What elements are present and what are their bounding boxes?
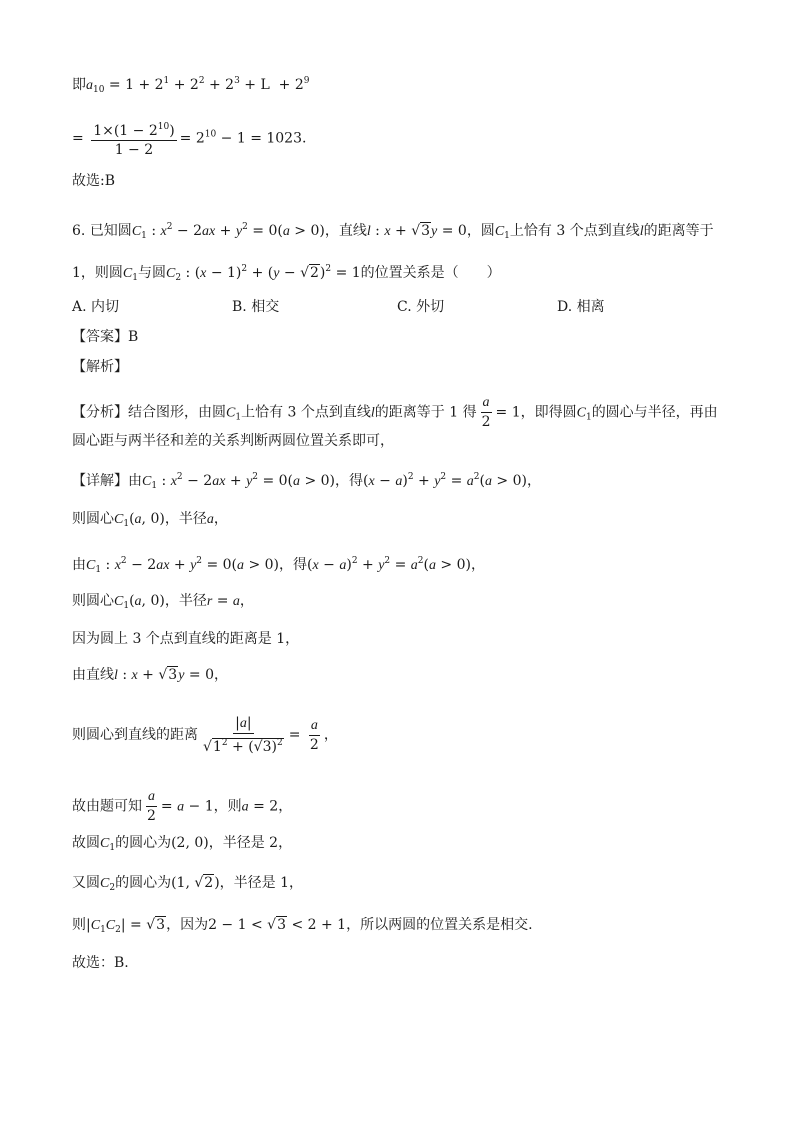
detail-line6: 由直线l : x + √3y = 0， [72,667,228,683]
option-c: C. 外切 [397,299,445,315]
answer-value: B [128,329,139,345]
prev-sum-result: = $\frac{1\times(1 - 2^{10})}{1 - 2}$ = $2^{10} - 1 = 1023$. [72,118,306,159]
detail-line9: 故圆$C_1$的圆心为(2, 0)，半径是 2， [72,835,293,853]
detail-line5: 因为圆上 3 个点到直线的距离是 1， [72,631,300,647]
fenxi-line2: 圆心距与两半径和差的关系判断两圆位置关系即可， [72,433,394,449]
answer-line [72,326,138,348]
detail-line11: 则$|C_1C_2| = √3$，因为2 − 1 < √3 < 2 + 1，所以两圆的位置关系是相交. [72,917,533,935]
detail-line8: 故由题可知 $\frac{a}{2}$ = a − 1，则a = 2， [72,789,293,824]
detail-line10: 又圆$C_2$的圆心为(1, √2)，半径是 1， [72,875,304,893]
detail-line1: 【详解】由$C_1$ : $x^2 - 2ax + y^2 = 0(a > 0)$，得$(x - a)^2 + y^2 = a^2(a > 0)$， [72,472,541,491]
question-6-stem-line1: 6. 已知圆$C_1$ : $x^2 - 2ax + y^2 = 0(a > 0)$，直线l : x + √3y = 0，圆$C_1$上恰有 3 个点到直线l的距离等于 [72,222,714,241]
analysis-tag: 【解析】 [72,359,128,375]
detail-line3: 由$C_1$ : $x^2 - 2ax + y^2 = 0(a > 0)$，得$(x - a)^2 + y^2 = a^2(a > 0)$， [72,556,485,575]
prev-answer: 故选:B [72,173,116,189]
option-b: B. 相交 [232,299,280,315]
detail-line4: 则圆心$C_1(a$, 0)，半径r = a， [72,593,254,611]
answer-tag: 【答案】 [72,329,128,345]
detail-line7: 则圆心到直线的距离 $\frac{|a|}{√1^2 + (√3)^2}$ = $\frac{a}{2}$ ， [72,715,338,755]
fenxi-line1: 【分析】结合图形，由圆$C_1$上恰有 3 个点到直线l的距离等于 1 得 $\frac{a}{2}$ = 1，即得圆$C_1$的圆心与半径，再由 [72,395,718,430]
question-6-stem-line2: 1，则圆$C_1$与圆$C_2$ : $(x - 1)^2 + (y - √2)^2 = 1$的位置关系是（ ） [72,264,501,283]
option-d: D. 相离 [557,299,605,315]
detail-final: 故选：B. [72,955,129,971]
prev-sum-line: 即$a_{10} = 1 + 2^1 + 2^2 + 2^3 + L + 2^9$ [72,76,310,95]
detail-line2: 则圆心$C_1(a$, 0)，半径a， [72,511,228,529]
option-a: A. 内切 [72,299,120,315]
